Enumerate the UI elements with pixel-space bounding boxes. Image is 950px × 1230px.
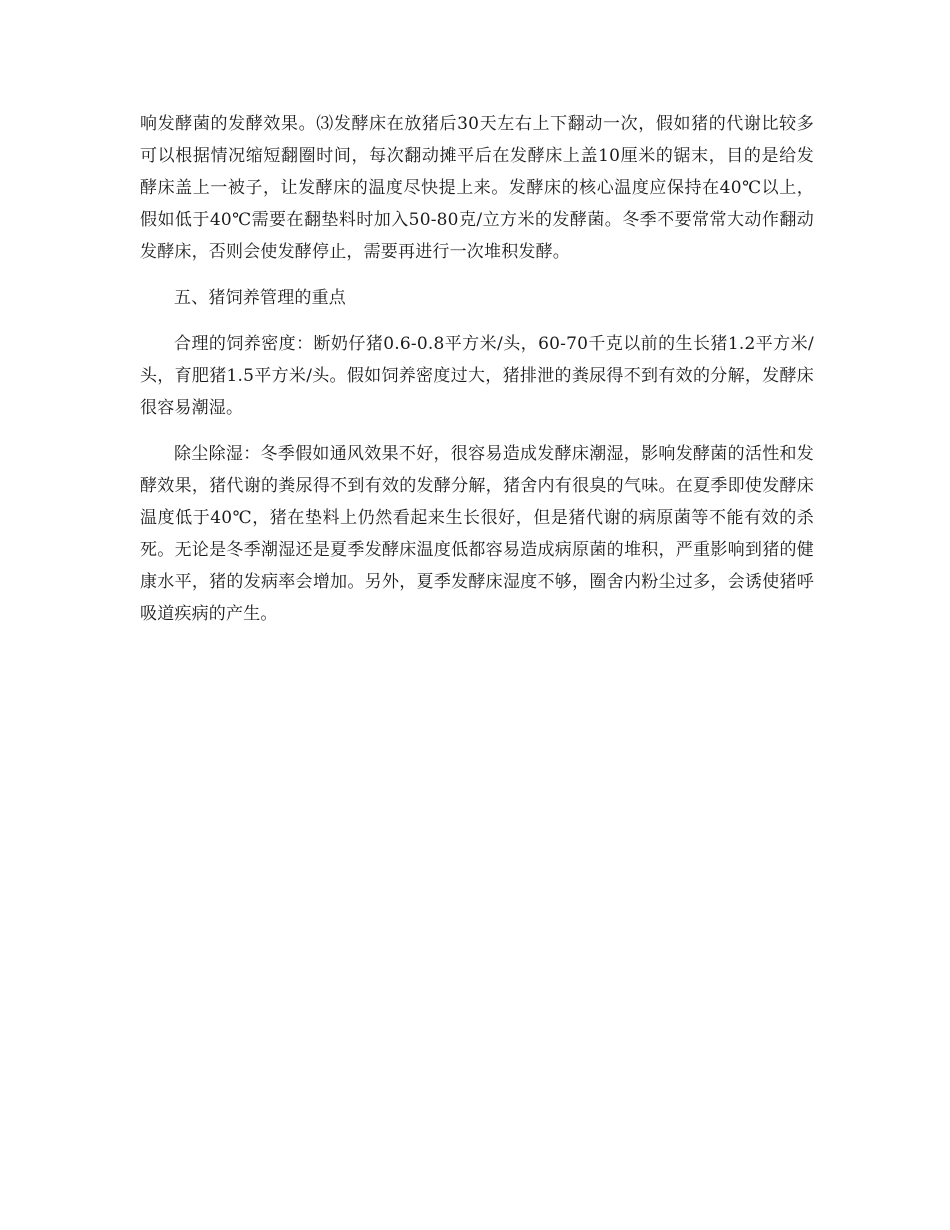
paragraph-dust-humidity: 除尘除湿：冬季假如通风效果不好，很容易造成发酵床潮湿，影响发酵菌的活性和发酵效果，猪代谢的粪尿得不到有效的发酵分解，猪舍内有很臭的气味。在夏季即使发酵床温度低于40℃，猪在垫料上仍然看起来生长很好，但是猪代谢的病原菌等不能有效的杀死。无论是冬季潮湿还是夏季发酵床温度低都容易造成病原菌的堆积，严重影响到猪的健康水平，猪的发病率会增加。另外，夏季发酵床湿度不够，圈舍内粉尘过多，会诱使猪呼吸道疾病的产生。 — [140, 444, 814, 624]
section-heading: 五、猪饲养管理的重点 — [174, 288, 346, 308]
paragraph-feeding-density: 合理的饲养密度：断奶仔猪0.6-0.8平方米/头，60-70千克以前的生长猪1.2平方米/头，育肥猪1.5平方米/头。假如饲养密度过大，猪排泄的粪尿得不到有效的分解，发酵床很容易潮湿。 — [140, 334, 814, 418]
paragraph-continuation: 响发酵菌的发酵效果。⑶发酵床在放猪后30天左右上下翻动一次，假如猪的代谢比较多可以根据情况缩短翻圈时间，每次翻动摊平后在发酵床上盖10厘米的锯末，目的是给发酵床盖上一被子，让发酵床的温度尽快提上来。发酵床的核心温度应保持在40℃以上，假如低于40℃需要在翻垫料时加入50-80克/立方米的发酵菌。冬季不要常常大动作翻动发酵床，否则会使发酵停止，需要再进行一次堆积发酵。 — [140, 114, 814, 262]
document-body — [140, 108, 814, 644]
